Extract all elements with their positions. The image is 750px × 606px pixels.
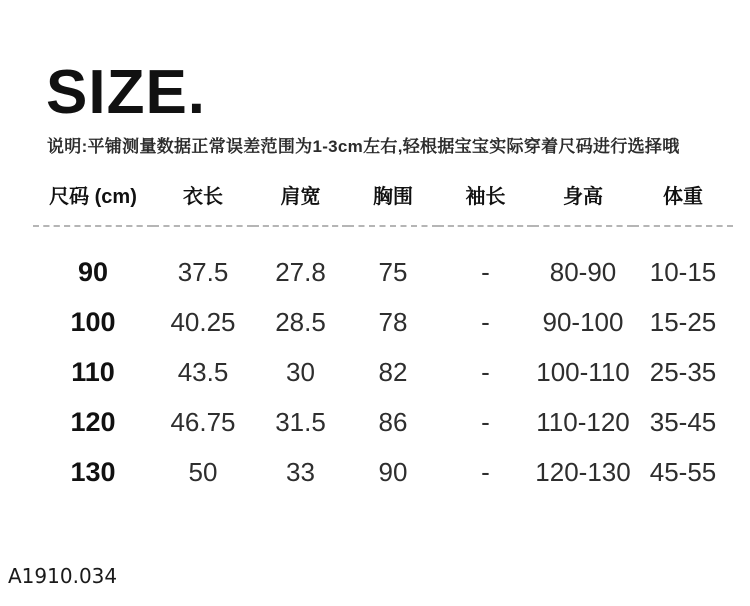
product-code: A1910.034: [8, 564, 118, 588]
table-cell: 82: [378, 356, 408, 387]
table-cell: 86: [378, 406, 408, 437]
size-cell: 90: [77, 256, 109, 287]
column-header-weight: 体重: [633, 168, 733, 226]
table-cell: 31.5: [275, 406, 326, 437]
column-header-size-cm: 尺码 (cm): [33, 168, 153, 226]
table-row: [33, 347, 733, 397]
measurement-note: 说明:平铺测量数据正常误差范围为1-3cm左右,轻根据宝宝实际穿着尺码进行选择哦: [47, 137, 680, 156]
column-header-chest: 胸围: [348, 168, 438, 226]
table-cell: 25-35: [649, 356, 717, 387]
table-cell: 45-55: [649, 456, 717, 487]
size-table: [33, 168, 733, 497]
column-header-sleeve-length: 袖长: [438, 168, 533, 226]
column-header-garment-length: 衣长: [153, 168, 253, 226]
size-cell: 100: [70, 306, 116, 337]
table-cell: 28.5: [275, 306, 326, 337]
table-cell: 110-120: [536, 406, 630, 437]
table-cell: 120-130: [535, 456, 631, 487]
table-row: [33, 397, 733, 447]
table-cell: 30: [286, 356, 315, 387]
table-cell: 90-100: [542, 306, 624, 337]
table-cell: -: [481, 356, 490, 387]
table-cell: 80-90: [549, 256, 617, 287]
table-cell: 27.8: [275, 256, 326, 287]
table-cell: 100-110: [536, 356, 630, 387]
size-table-header: [33, 168, 733, 226]
table-row: [33, 226, 733, 297]
table-cell: 10-15: [649, 256, 717, 287]
table-row: [33, 297, 733, 347]
table-cell: -: [481, 456, 490, 487]
table-cell: 35-45: [649, 406, 717, 437]
size-table-body: [33, 226, 733, 497]
table-cell: 33: [286, 456, 315, 487]
table-cell: 43.5: [177, 356, 229, 387]
table-cell: 90: [378, 456, 408, 487]
table-row: [33, 447, 733, 497]
table-cell: 40.25: [170, 306, 236, 337]
table-cell: -: [481, 406, 490, 437]
size-cell: 120: [70, 406, 116, 437]
table-cell: 46.75: [170, 406, 236, 437]
table-cell: 37.5: [177, 256, 229, 287]
size-cell: 130: [70, 456, 116, 487]
table-cell: -: [481, 306, 490, 337]
table-cell: 78: [378, 306, 408, 337]
table-cell: 50: [188, 456, 218, 487]
size-cell: 110: [71, 356, 115, 387]
page-title: SIZE.: [46, 58, 207, 127]
table-cell: 75: [378, 256, 408, 287]
column-header-shoulder-width: 肩宽: [253, 168, 348, 226]
header-row: [33, 168, 733, 226]
table-cell: -: [481, 256, 490, 287]
column-header-height: 身高: [533, 168, 633, 226]
table-cell: 15-25: [649, 306, 717, 337]
